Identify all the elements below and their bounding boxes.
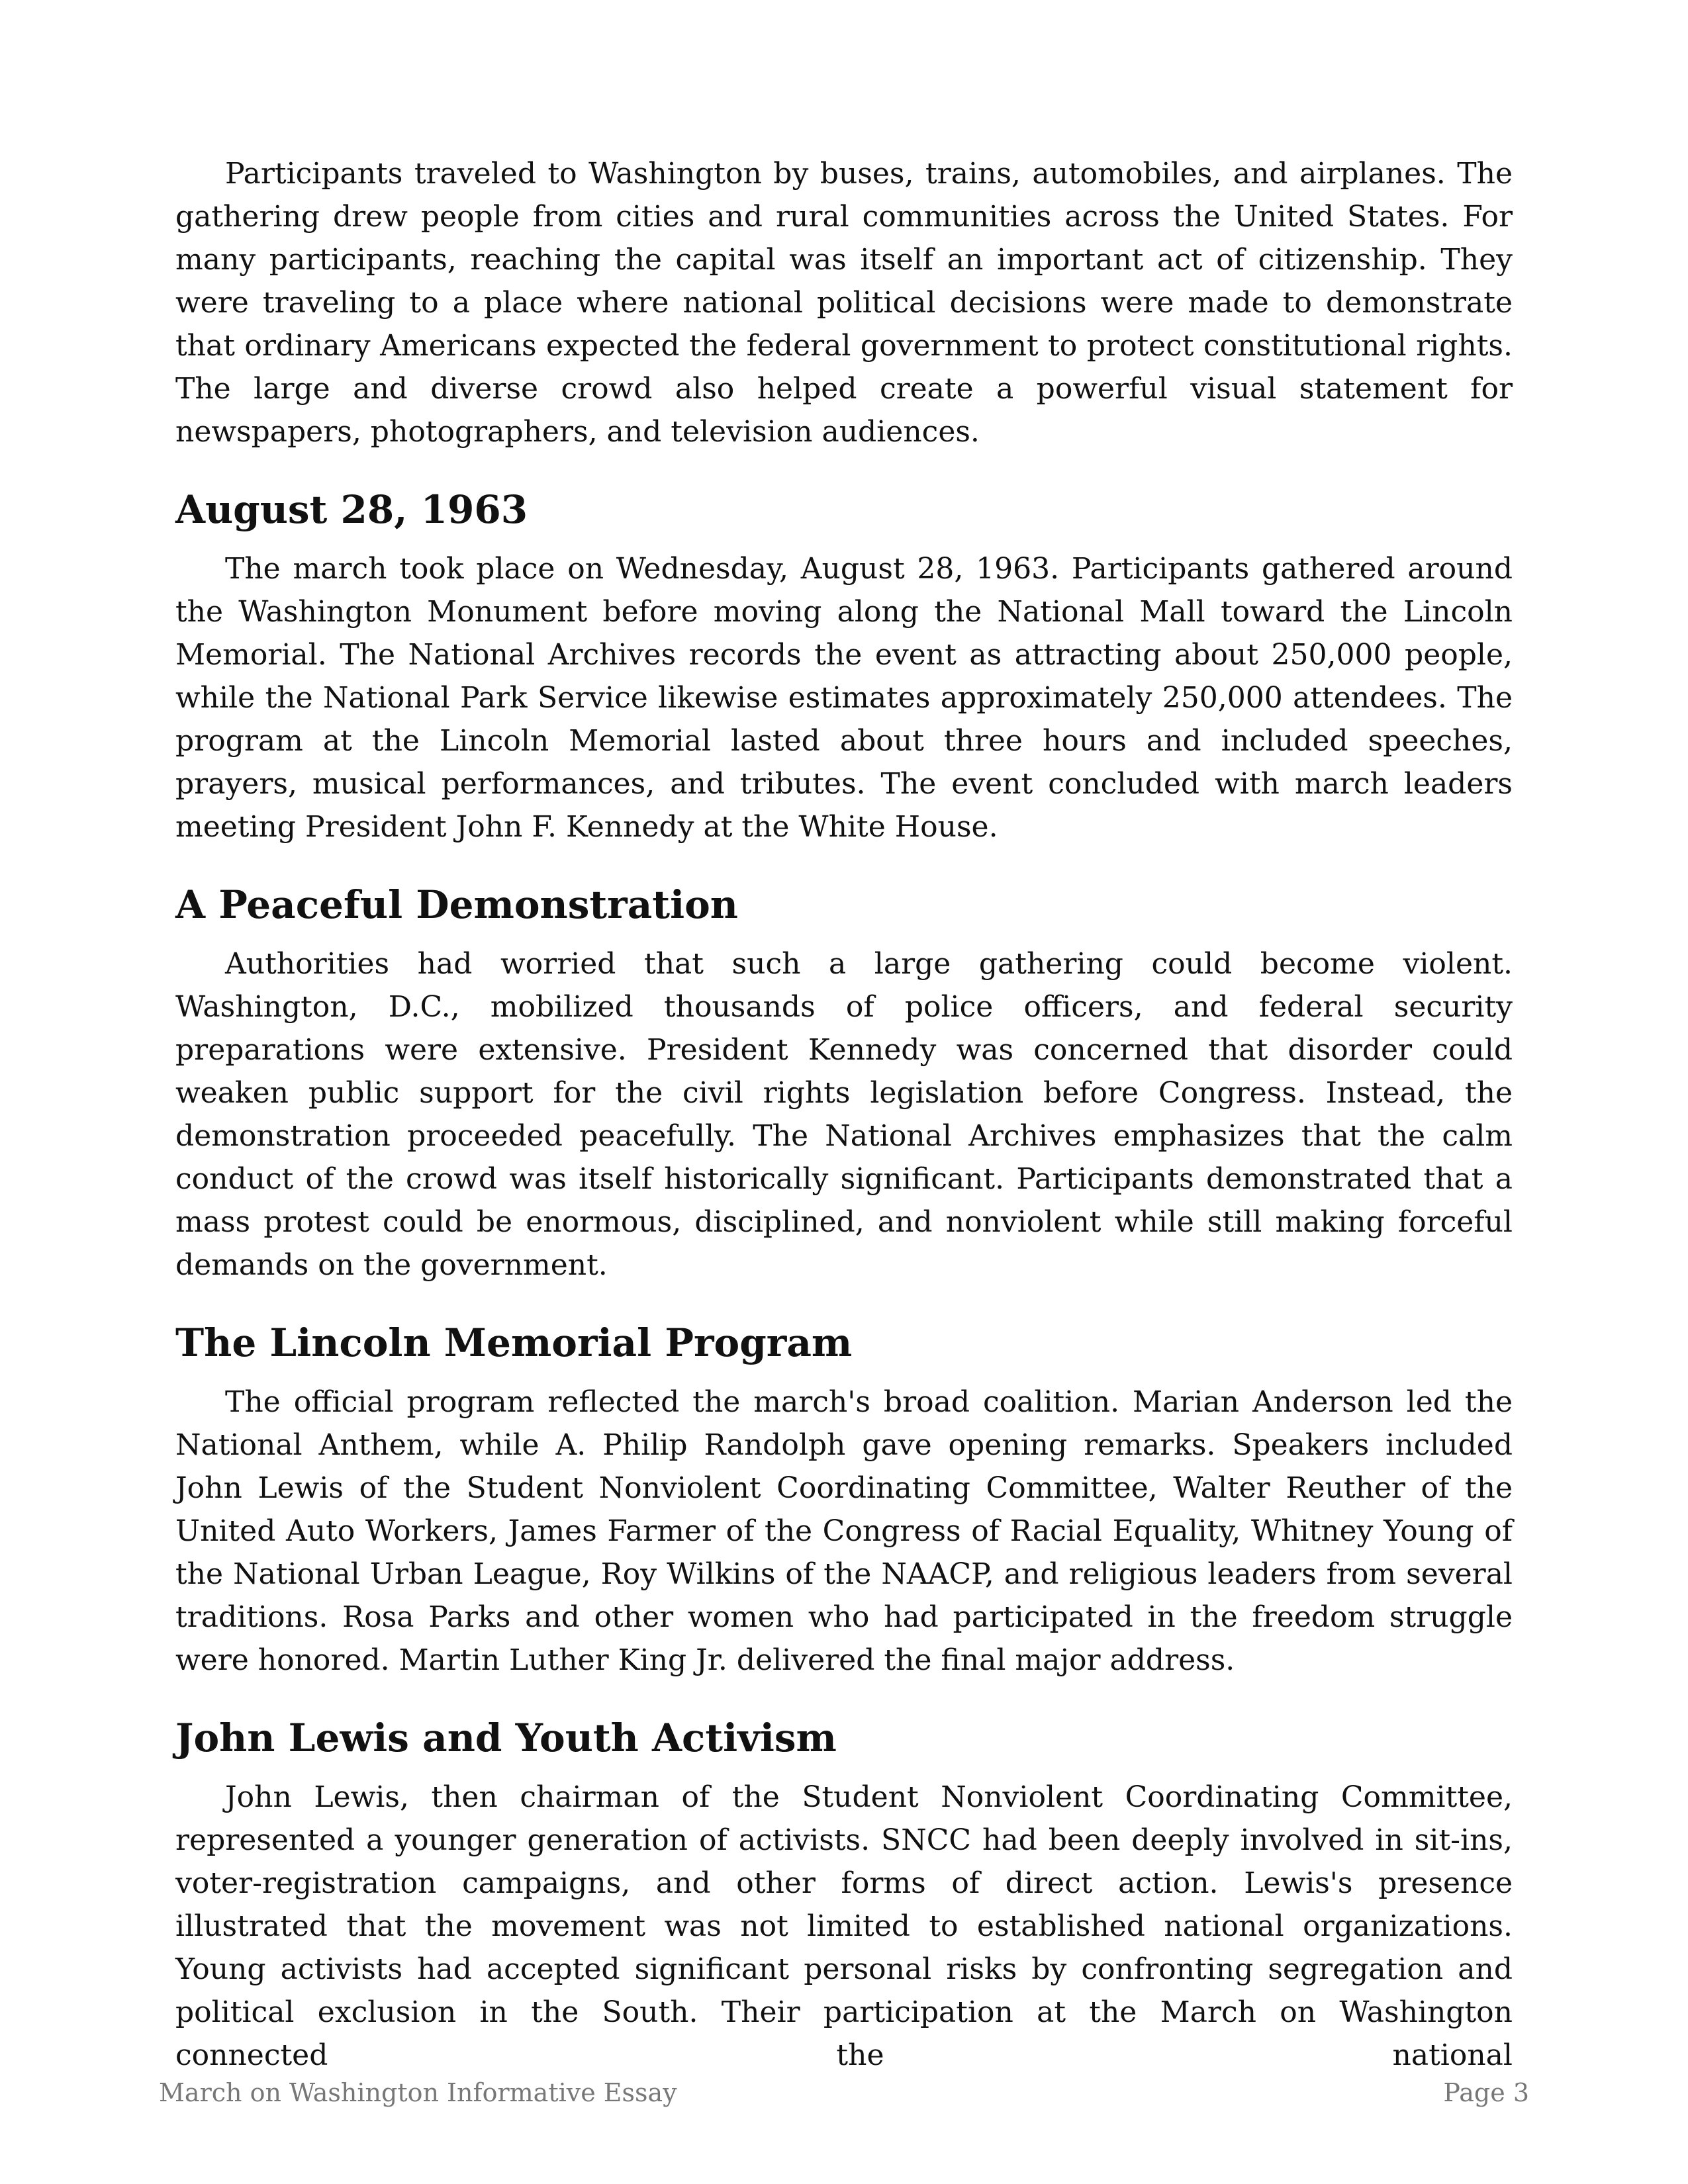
page-footer: [159, 2078, 1529, 2118]
footer-document-title: March on Washington Informative Essay: [159, 2078, 677, 2107]
heading-peaceful-demonstration: A Peaceful Demonstration: [175, 882, 738, 927]
document-page: [175, 152, 1513, 2077]
heading-lincoln-memorial-program: The Lincoln Memorial Program: [175, 1320, 853, 1365]
paragraph-john-lewis: John Lewis, then chairman of the Student Nonviolent Coordinating Committee, represented a younger generation of activists. SNCC had been deeply involved in sit-ins, voter-registration campaigns, and other forms of direct action. Lewis's presence illustrated that the movement was not limited to established national organizations. Young activists had accepted significant personal risks by confronting segregation and political exclusion in the South. Their participation at the March on Washington connected the national: [175, 1780, 1513, 2072]
paragraph-august-28: The march took place on Wednesday, August 28, 1963. Participants gathered around the Washington Monument before moving along the National Mall toward the Lincoln Memorial. The National Archives records the event as attracting about 250,000 people, while the National Park Service likewise estimates approximately 250,000 attendees. The program at the Lincoln Memorial lasted about three hours and included speeches, prayers, musical performances, and tributes. The event concluded with march leaders meeting President John F. Kennedy at the White House.: [175, 552, 1513, 844]
paragraph-peaceful-demonstration: Authorities had worried that such a large gathering could become violent. Washington, D.C., mobilized thousands of police officers, and federal security preparations were extensive. President Kennedy was concerned that disorder could weaken public support for the civil rights legislation before Congress. Instead, the demonstration proceeded peacefully. The National Archives emphasizes that the calm conduct of the crowd was itself historically significant. Participants demonstrated that a mass protest could be enormous, disciplined, and nonviolent while still making forceful demands on the government.: [175, 947, 1513, 1282]
paragraph-lincoln-memorial-program: The official program reflected the march's broad coalition. Marian Anderson led the National Anthem, while A. Philip Randolph gave opening remarks. Speakers included John Lewis of the Student Nonviolent Coordinating Committee, Walter Reuther of the United Auto Workers, James Farmer of the Congress of Racial Equality, Whitney Young of the National Urban League, Roy Wilkins of the NAACP, and religious leaders from several traditions. Rosa Parks and other women who had participated in the freedom struggle were honored. Martin Luther King Jr. delivered the final major address.: [175, 1385, 1513, 1677]
heading-august-28: August 28, 1963: [175, 487, 528, 532]
paragraph-travel: Participants traveled to Washington by buses, trains, automobiles, and airplanes. The gathering drew people from cities and rural communities across the United States. For many participants, reaching the capital was itself an important act of citizenship. They were traveling to a place where national political decisions were made to demonstrate that ordinary Americans expected the federal government to protect constitutional rights. The large and diverse crowd also helped create a powerful visual statement for newspapers, photographers, and television audiences.: [175, 157, 1513, 449]
heading-john-lewis: John Lewis and Youth Activism: [175, 1715, 837, 1760]
footer-page-number: Page 3: [1443, 2078, 1529, 2107]
